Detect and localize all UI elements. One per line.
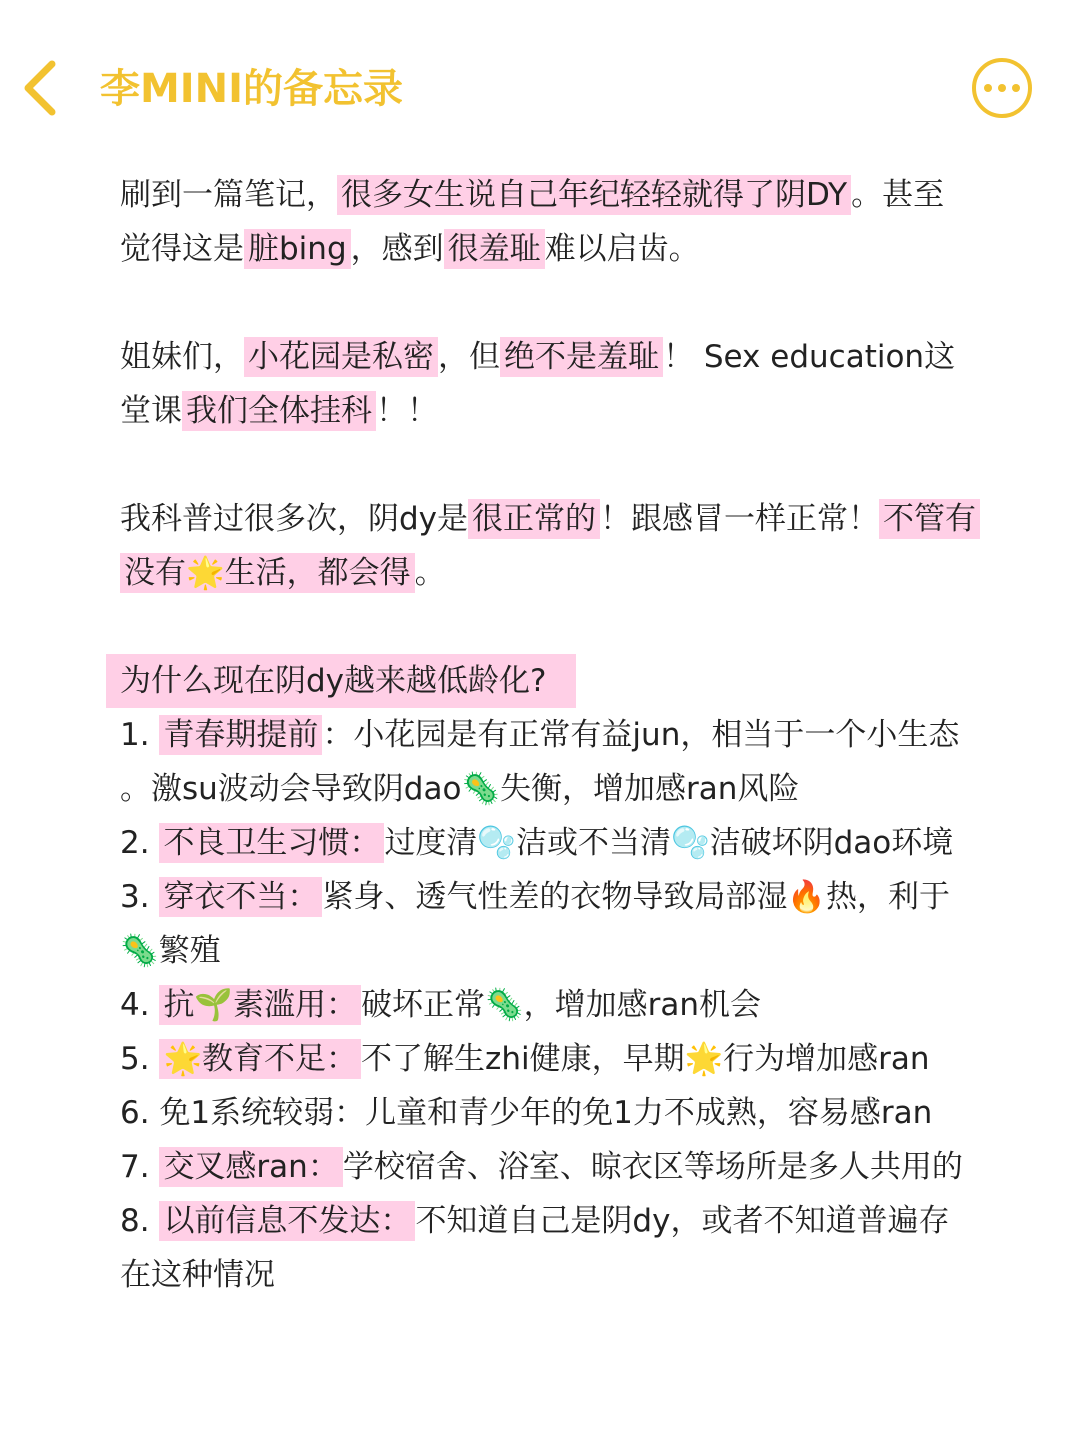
list-label: 不良卫生习惯： — [159, 823, 384, 863]
list-label: 抗🌱素滥用： — [159, 985, 361, 1025]
list-text-cont: 在这种情况 — [120, 1257, 275, 1293]
text: 刷到一篇笔记， — [120, 177, 337, 213]
list-label: 交叉感ran： — [159, 1147, 342, 1187]
highlight-text: 很正常的 — [468, 499, 600, 539]
list-item — [120, 978, 990, 1032]
list-text: 破坏正常🦠，增加感ran机会 — [361, 987, 762, 1023]
highlight-text: 很羞耻 — [444, 229, 545, 269]
list-number: 7. — [120, 1149, 150, 1185]
list-label: 以前信息不发达： — [159, 1201, 415, 1241]
highlight-text: 没有🌟生活，都会得 — [120, 553, 415, 593]
list-text: 学校宿舍、浴室、晾衣区等场所是多人共用的 — [342, 1149, 963, 1185]
list-text: 过度清🫧洁或不当清🫧洁破坏阴dao环境 — [384, 825, 954, 861]
list-item — [120, 1194, 990, 1302]
text: ！跟感冒一样正常！ — [600, 501, 880, 537]
list-text: 免1系统较弱：儿童和青少年的免1力不成熟，容易感ran — [159, 1095, 933, 1131]
list-label: 青春期提前 — [159, 715, 322, 755]
highlight-text: 很多女生说自己年纪轻轻就得了阴DY — [337, 175, 851, 215]
paragraph-2 — [120, 330, 990, 438]
chevron-left-icon — [18, 56, 78, 120]
paragraph-line — [120, 330, 990, 384]
text: 。 — [414, 555, 446, 591]
list-text: 紧身、透气性差的衣物导致局部湿🔥热，利于 — [322, 879, 951, 915]
reason-list — [120, 708, 990, 1302]
list-item — [120, 1032, 990, 1086]
paragraph-3 — [120, 492, 990, 600]
list-text: 不了解生zhi健康，早期🌟行为增加感ran — [361, 1041, 930, 1077]
paragraph-line — [120, 384, 990, 438]
list-number: 1. — [120, 717, 150, 753]
paragraph-line — [120, 546, 990, 600]
text: 。甚至 — [851, 177, 945, 213]
highlight-text: 脏bing — [244, 229, 351, 269]
text: ！！ — [376, 393, 438, 429]
section-heading: 为什么现在阴dy越来越低龄化? — [106, 654, 576, 708]
list-text-cont: 。激su波动会导致阴dao🦠失衡，增加感ran风险 — [120, 771, 800, 807]
more-dot — [1012, 84, 1020, 92]
paragraph-1 — [120, 168, 990, 276]
text: ！ Sex education这 — [663, 339, 956, 375]
list-label: 穿衣不当： — [159, 877, 322, 917]
note-content — [120, 168, 990, 1302]
back-button[interactable] — [18, 56, 78, 120]
list-number: 6. — [120, 1095, 150, 1131]
more-button[interactable] — [972, 58, 1032, 118]
list-number: 3. — [120, 879, 150, 915]
list-number: 2. — [120, 825, 150, 861]
text: ，但 — [438, 339, 500, 375]
list-number: 8. — [120, 1203, 150, 1239]
list-number: 5. — [120, 1041, 150, 1077]
highlight-text: 小花园是私密 — [244, 337, 438, 377]
text: 觉得这是 — [120, 231, 244, 267]
app-header — [0, 0, 1080, 175]
highlight-text: 我们全体挂科 — [182, 391, 376, 431]
list-item — [120, 1140, 990, 1194]
text: 堂课 — [120, 393, 182, 429]
list-text-cont: 🦠繁殖 — [120, 933, 221, 969]
text: 姐妹们， — [120, 339, 244, 375]
text: 我科普过很多次，阴dy是 — [120, 501, 469, 537]
paragraph-line — [120, 492, 990, 546]
page-title: 李MINI的备忘录 — [100, 66, 404, 112]
more-horizontal-icon — [984, 84, 992, 92]
list-number: 4. — [120, 987, 150, 1023]
list-label: 🌟教育不足： — [159, 1039, 361, 1079]
text: ，感到 — [350, 231, 444, 267]
text: 难以启齿。 — [544, 231, 700, 267]
list-text: 不知道自己是阴dy，或者不知道普遍存 — [415, 1203, 950, 1239]
list-item — [120, 1086, 990, 1140]
more-dot — [998, 84, 1006, 92]
section — [120, 654, 990, 1302]
highlight-text: 不管有 — [879, 499, 980, 539]
list-item — [120, 708, 990, 816]
highlight-text: 绝不是羞耻 — [500, 337, 663, 377]
list-item — [120, 816, 990, 870]
list-text: ：小花园是有正常有益jun，相当于一个小生态 — [322, 717, 960, 753]
paragraph-line — [120, 168, 990, 222]
list-item — [120, 870, 990, 978]
paragraph-line — [120, 222, 990, 276]
